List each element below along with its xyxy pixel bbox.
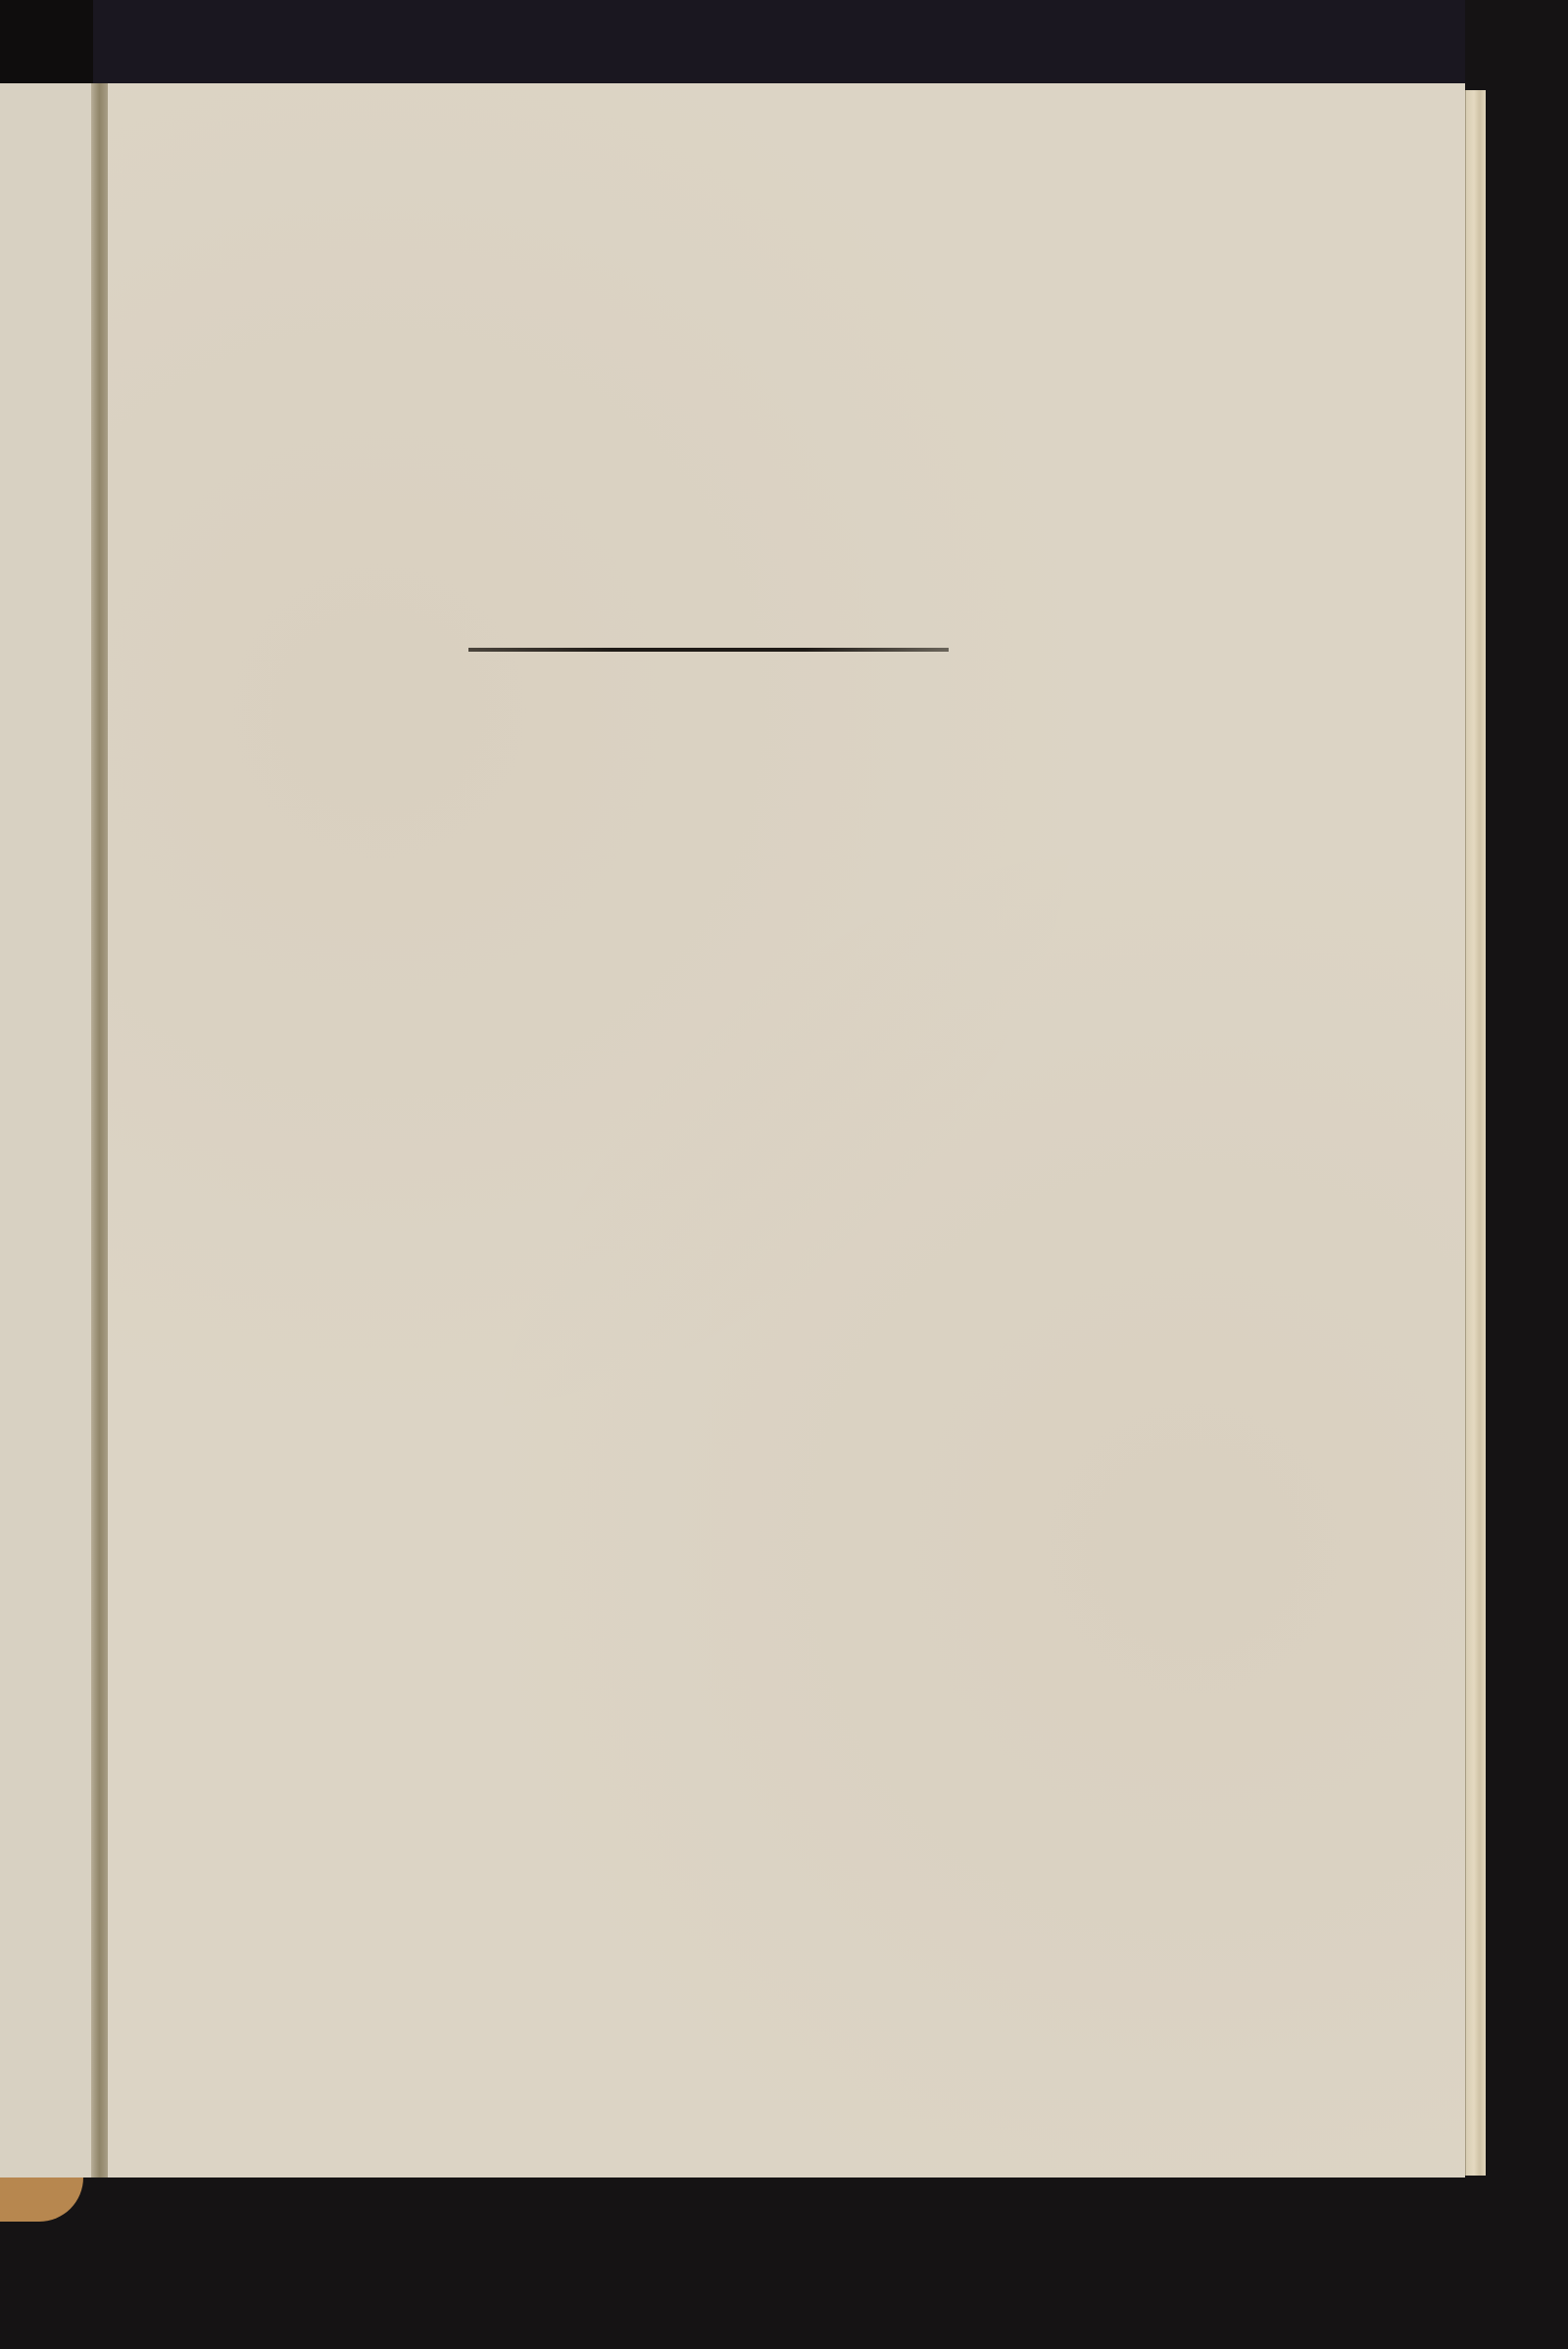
- book-gutter: [91, 83, 108, 2178]
- background-cloth-left: [0, 0, 93, 83]
- page-stack-edge: [1465, 90, 1486, 2176]
- ornamental-rule: [468, 648, 949, 652]
- left-page-edge: [0, 83, 93, 2178]
- background-cloth-top: [93, 0, 1465, 83]
- binding-edge: [0, 2178, 83, 2222]
- page: [108, 83, 1465, 2178]
